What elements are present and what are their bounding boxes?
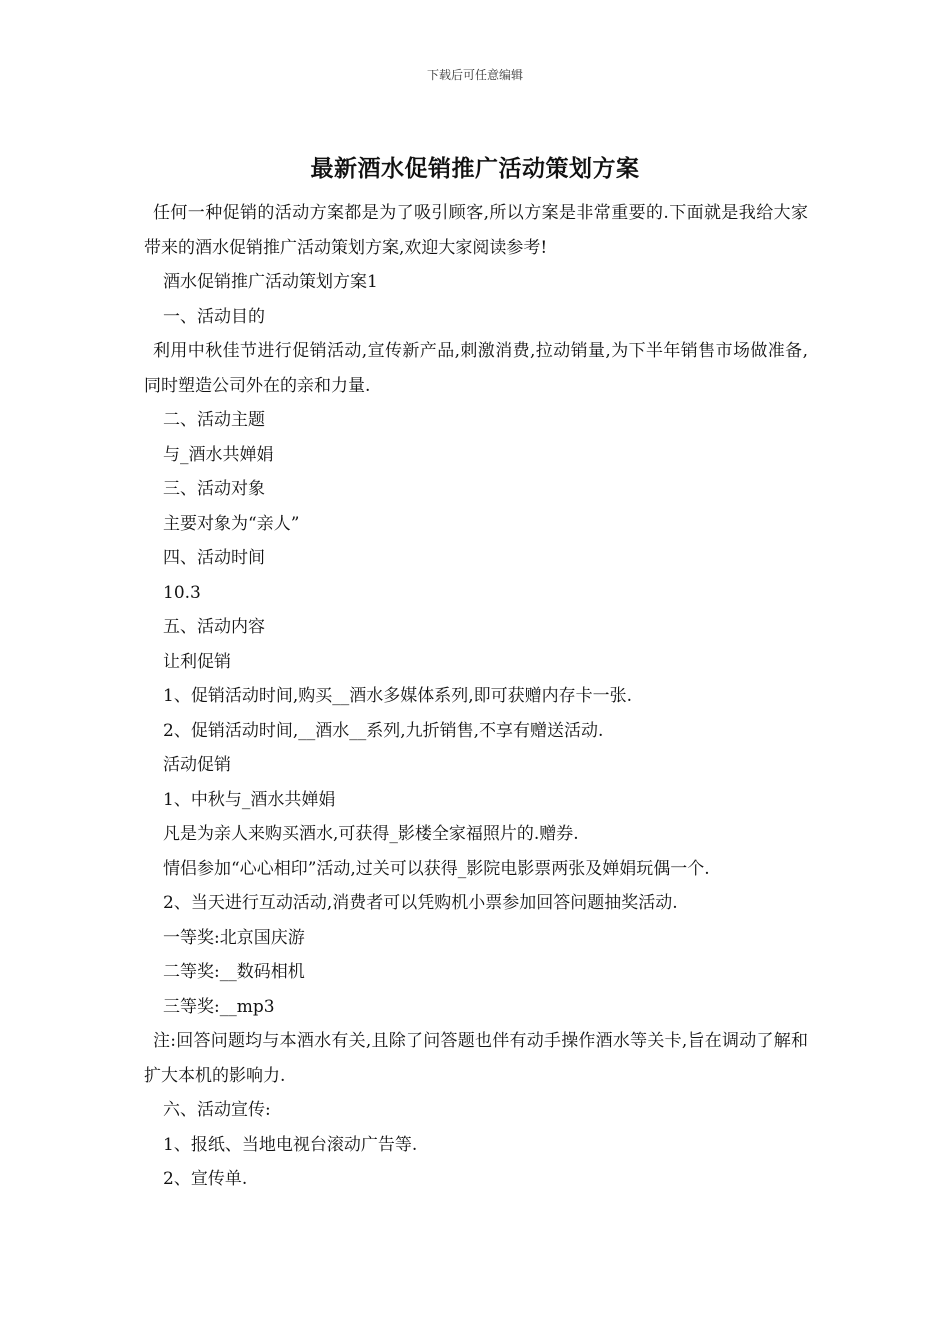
paragraph-plan-heading: 酒水促销推广活动策划方案1 — [163, 272, 378, 292]
paragraph-audience-text: 主要对象为“亲人” — [163, 513, 300, 534]
header-note: 下载后可任意编辑 — [426, 68, 523, 82]
paragraph-event-heading: 活动促销 — [163, 755, 231, 775]
paragraph-discount-item-1: 1、促销活动时间,购买__酒水多媒体系列,即可获赠内存卡一张. — [163, 686, 633, 706]
paragraph-note: 注:回答问题均与本酒水有关,且除了问答题也伴有动手操作酒水等关卡,旨在调动了解和扩大本机的影响力. — [144, 1031, 808, 1086]
document-title: 最新酒水促销推广活动策划方案 — [310, 155, 640, 182]
paragraph-theme-text: 与_酒水共婵娟 — [163, 444, 274, 465]
paragraph-section-time: 四、活动时间 — [163, 548, 265, 568]
paragraph-discount-heading: 让利促销 — [163, 651, 231, 672]
paragraph-promotion-item-1: 1、报纸、当地电视台滚动广告等. — [163, 1134, 418, 1155]
paragraph-section-purpose: 一、活动目的 — [163, 306, 265, 327]
paragraph-section-promotion: 六、活动宣传: — [163, 1100, 271, 1120]
paragraph-event-item-1: 1、中秋与_酒水共婵娟 — [163, 789, 336, 810]
paragraph-intro: 任何一种促销的活动方案都是为了吸引顾客,所以方案是非常重要的.下面就是我给大家带来的酒水促销推广活动策划方案,欢迎大家阅读参考! — [144, 203, 808, 258]
paragraph-prize-second: 二等奖:__数码相机 — [163, 962, 305, 982]
paragraph-time-text: 10.3 — [163, 582, 201, 603]
paragraph-prize-third: 三等奖:__mp3 — [163, 996, 275, 1017]
paragraph-prize-first: 一等奖:北京国庆游 — [163, 927, 305, 948]
paragraph-discount-item-2: 2、促销活动时间,__酒水__系列,九折销售,不享有赠送活动. — [163, 720, 604, 741]
paragraph-section-content: 五、活动内容 — [163, 617, 265, 637]
paragraph-section-audience: 三、活动对象 — [163, 479, 265, 499]
paragraph-promotion-item-2: 2、宣传单. — [163, 1169, 248, 1189]
paragraph-event-text-1: 凡是为亲人来购买酒水,可获得_影楼全家福照片的.赠券. — [163, 824, 579, 844]
document-body — [144, 196, 808, 1197]
paragraph-purpose-text: 利用中秋佳节进行促销活动,宣传新产品,刺激消费,拉动销量,为下半年销售市场做准备,同时塑造公司外在的亲和力量. — [144, 341, 808, 396]
paragraph-event-text-2: 情侣参加“心心相印”活动,过关可以获得_影院电影票两张及婵娟玩偶一个. — [163, 858, 710, 879]
paragraph-section-theme: 二、活动主题 — [163, 410, 265, 430]
paragraph-event-item-2: 2、当天进行互动活动,消费者可以凭购机小票参加回答问题抽奖活动. — [163, 893, 678, 913]
